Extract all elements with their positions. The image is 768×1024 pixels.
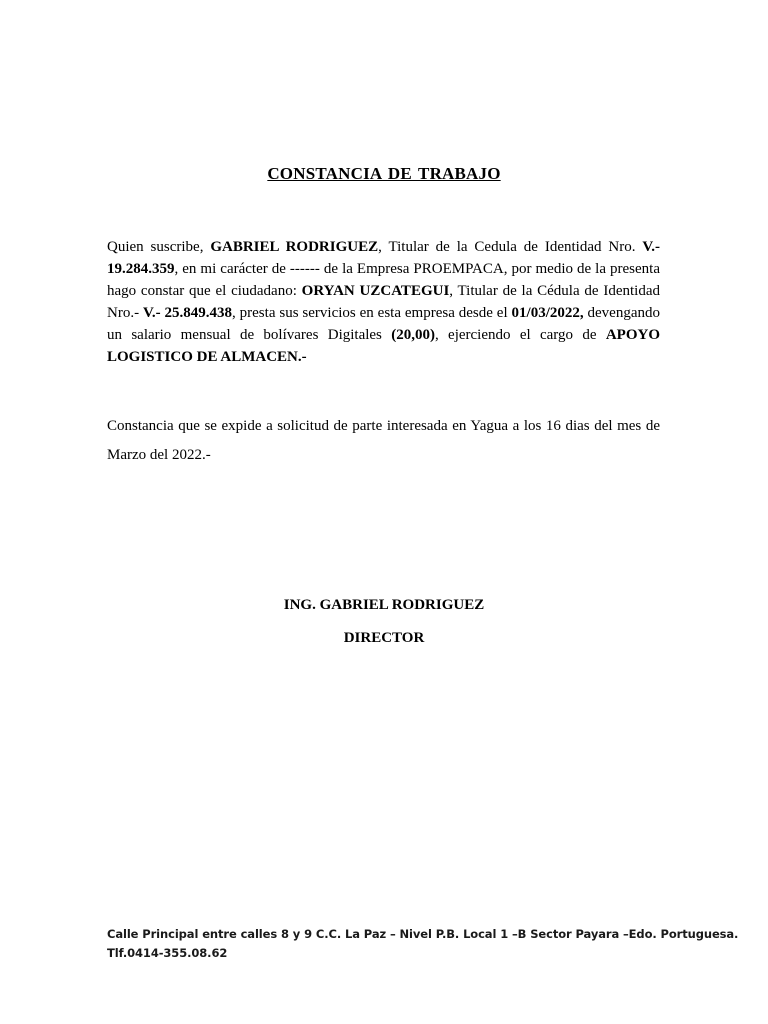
closing-paragraph: Constancia que se expide a solicitud de parte interesada en Yagua a los 16 dias del mes de Marzo del 2022.-	[107, 418, 660, 463]
text-segment: , presta sus servicios en esta empresa desde el	[232, 305, 512, 321]
text-segment: , Titular de la Cedula de Identidad Nro.	[378, 239, 643, 255]
document-title: CONSTANCIA DE TRABAJO	[267, 164, 501, 183]
employee-id-prefix: V.-	[142, 305, 161, 321]
text-segment: , Titular de la Cédula de Identidad Nro.-	[107, 283, 660, 321]
employee-id: 25.849.438	[164, 305, 233, 321]
body-paragraph	[107, 236, 660, 368]
footer-address: Calle Principal entre calles 8 y 9 C.C. La Paz – Nivel P.B. Local 1 –B Sector Payara –Edo. Portuguesa.	[107, 927, 739, 941]
signer-id-prefix: V.-	[642, 239, 661, 255]
text-segment: devengando un salario mensual de bolívares Digitales	[107, 305, 660, 343]
signatory-name: ING. GABRIEL RODRIGUEZ	[283, 597, 485, 613]
text-segment: , ejerciendo el cargo de	[434, 327, 606, 343]
salary-amount: (20,00)	[391, 327, 435, 343]
signatory-role: DIRECTOR	[343, 630, 425, 646]
employee-name: ORYAN UZCATEGUI	[301, 283, 450, 299]
job-position: APOYO LOGISTICO DE ALMACEN.-	[107, 327, 660, 365]
footer-phone: Tlf.0414-355.08.62	[107, 946, 228, 960]
text-segment: , en mi carácter de ------ de la Empresa PROEMPACA, por medio de la presenta hago constar que el ciudadano:	[107, 261, 660, 299]
signer-id: 19.284.359	[107, 261, 175, 277]
signer-name: GABRIEL RODRIGUEZ	[210, 239, 379, 255]
footer	[107, 925, 739, 963]
start-date: 01/03/2022,	[511, 305, 584, 321]
text-segment: Quien suscribe,	[107, 239, 211, 255]
